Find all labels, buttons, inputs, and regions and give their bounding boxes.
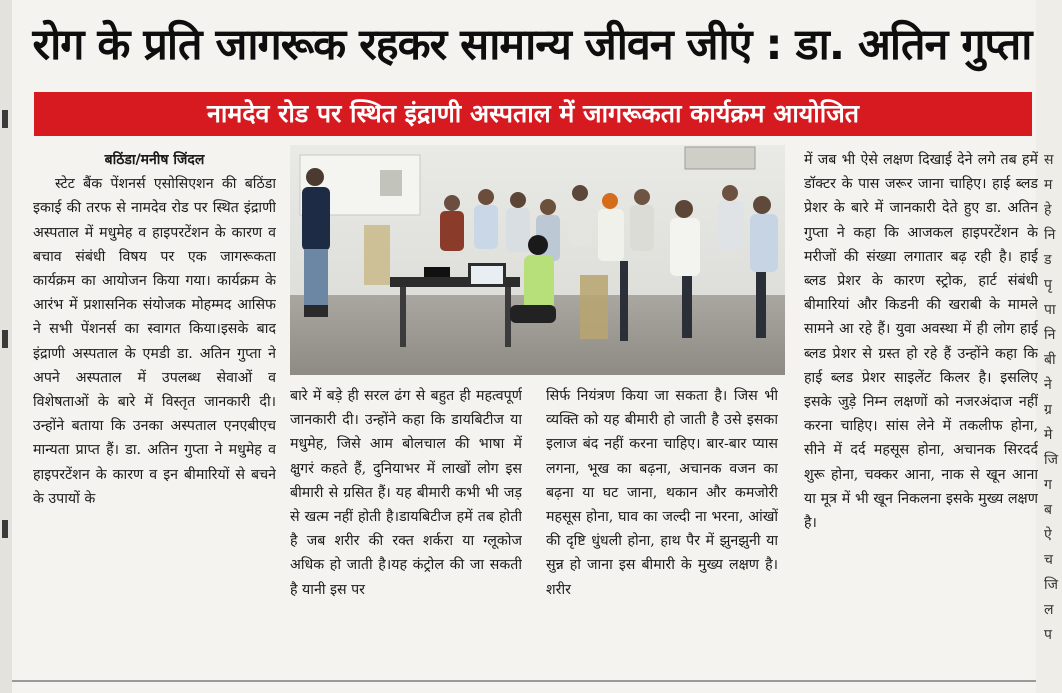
headline: रोग के प्रति जागरूक रहकर सामान्य जीवन जीएं : डा. अतिन गुप्ता: [32, 20, 1032, 70]
article-column-4: [804, 148, 1038, 673]
adjacent-article-fragment: च: [1044, 552, 1053, 568]
article-column-1: [33, 148, 276, 673]
adjacent-article-fragment: ऐ: [1044, 527, 1052, 543]
article-column-2: [290, 384, 522, 674]
adjacent-article-fragment: प: [1044, 627, 1052, 643]
adjacent-article-fragment: बी: [1044, 352, 1056, 368]
adjacent-article-fragment: मे: [1044, 427, 1053, 443]
page-bottom-rule: [12, 680, 1036, 682]
margin-mark: [2, 330, 8, 348]
byline: बठिंडा/मनीष जिंदल: [104, 152, 205, 168]
adjacent-article-fragment: स: [1044, 152, 1054, 168]
photo-illustration: [290, 145, 785, 375]
adjacent-article-fragment: ग: [1044, 477, 1052, 493]
event-photo: [290, 145, 785, 375]
article-paragraph: में जब भी ऐसे लक्षण दिखाई देने लगे तब हमें डॉक्टर के पास जरूर जाना चाहिए। हाई ब्लड प्रेशर के बारे में जानकारी देते हुए डा. अतिन गुप्ता ने कहा कि आजकल हाइपरटेंशन के मरीजों की संख्या लगातार बढ़ रही है। हाई ब्लड प्रेशर के कारण स्ट्रोक, हार्ट संबंधी बीमारियां और किडनी की खराबी के मामले सामने आ रहे हैं। युवा अवस्था में ही लोग हाई ब्लड प्रेशर से ग्रस्त हो रहे हैं उन्होंने कहा कि हाई ब्लड प्रेशर साइलेंट किलर है। इसलिए इसके जुड़े निम्न लक्षणों को नजरअंदाज नहीं करना चाहिए। सांस लेने में तकलीफ होना, सीने में दर्द महसूस होना, अचानक सिरदर्द शुरू होना, चक्कर आना, नाक से खून आना या मूत्र में भी खून निकलना इसके मुख्य लक्षण है।: [804, 152, 1038, 532]
subheadline-banner: नामदेव रोड पर स्थित इंद्राणी अस्पताल में जागरूकता कार्यक्रम आयोजित: [34, 92, 1032, 136]
adjacent-article-fragment: ब: [1044, 502, 1052, 518]
adjacent-article-fragment: पा: [1044, 302, 1056, 318]
adjacent-article-fragment: हे: [1044, 202, 1052, 218]
page-left-margin: [0, 0, 12, 693]
adjacent-article-fragment: नि: [1044, 327, 1056, 343]
margin-mark: [2, 520, 8, 538]
article-paragraph: बारे में बड़े ही सरल ढंग से बहुत ही महत्वपूर्ण जानकारी दी। उन्होंने कहा कि डायबिटीज या मधुमेह, जिसे आम बोलचाल की भाषा में क्षुगरं कहते हैं, दुनियाभर में लाखों लोग इस बीमारी से ग्रसित हैं। यह बीमारी कभी भी जड़ से खत्म नहीं होती है।डायबिटीज हमें तब होती है जब शरीर की रक्त शर्करा या ग्लूकोज अधिक हो जाती है।यह कंट्रोल की जा सकती है यानी इस पर: [290, 388, 522, 598]
article-paragraph: सिर्फ नियंत्रण किया जा सकता है। जिस भी व्यक्ति को यह बीमारी हो जाती है उसे इसका इलाज बंद नहीं करना चाहिए। बार-बार प्यास लगना, भूख का बढ़ना, अचानक वजन का बढ़ना या घट जाना, थकान और कमजोरी महसूस होना, घाव का जल्दी ना भरना, आंखों की दृष्टि धुंधली होना, हाथ पैर में झुनझुनी या सुन्न हो जाना इस बीमारी के मुख्य लक्षण है। शरीर: [546, 388, 778, 598]
adjacent-article-fragment: ग्र: [1044, 402, 1052, 418]
adjacent-article-fragment: ने: [1044, 377, 1052, 393]
margin-mark: [2, 110, 8, 128]
adjacent-article-fragment: नि: [1044, 227, 1056, 243]
article-column-3: [546, 384, 778, 674]
adjacent-article-edge: [1036, 0, 1062, 693]
adjacent-article-fragment: जि: [1044, 577, 1059, 593]
adjacent-article-fragment: ल: [1044, 602, 1054, 618]
article-paragraph: स्टेट बैंक पेंशनर्स एसोसिएशन की बठिंडा इकाई की तरफ से नामदेव रोड पर स्थित इंद्राणी अस्पताल में मधुमेह व हाइपरटेंशन के कारण व बचाव संबंधी विषय पर एक जागरूकता कार्यक्रम का आयोजन किया गया। कार्यक्रम के आरंभ में प्रशासनिक संयोजक मोहम्मद आसिफ ने सभी पेंशनर्स का स्वागत किया।इसके बाद इंद्राणी अस्पताल के एमडी डा. अतिन गुप्ता ने अपने अस्पताल में उपलब्ध सेवाओं व विशेषताओं के बारे में विस्तृत जानकारी दी। उन्होंने बताया कि उनका अस्पताल एनएबीएच मान्यता प्राप्त हैं। डा. अतिन गुप्ता ने मधुमेह व हाइपरटेंशन के कारण व इन बीमारियों से बचने के उपायों के: [33, 176, 276, 507]
adjacent-article-fragment: म: [1044, 177, 1053, 193]
adjacent-article-fragment: ड: [1044, 252, 1052, 268]
adjacent-article-fragment: जि: [1044, 452, 1059, 468]
adjacent-article-fragment: पृ: [1044, 277, 1052, 293]
